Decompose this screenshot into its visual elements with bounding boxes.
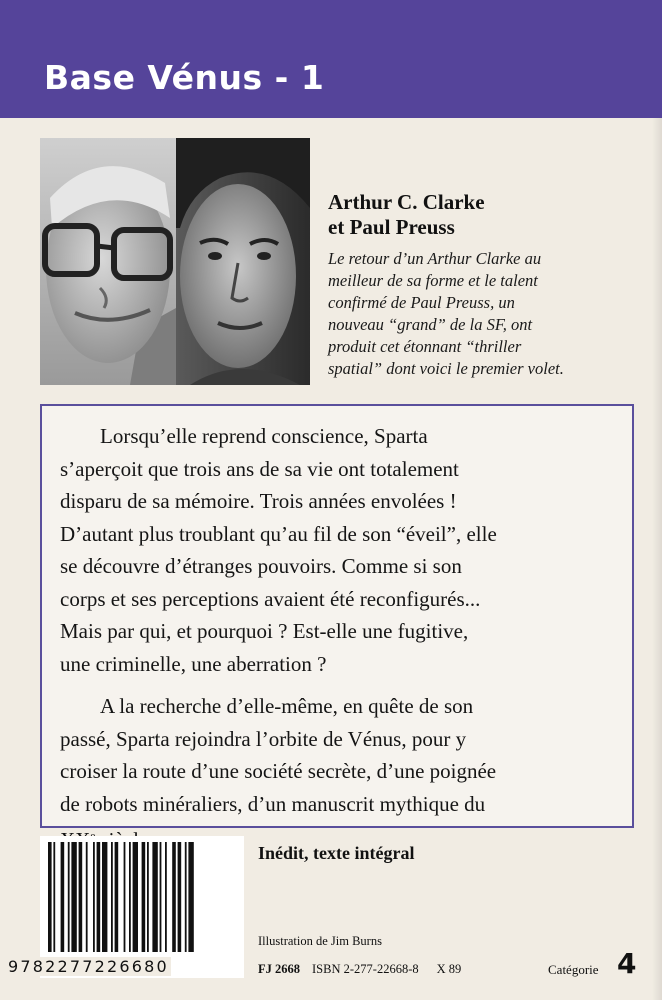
- author-photo: [40, 138, 310, 385]
- isbn: ISBN 2-277-22668-8: [312, 962, 419, 976]
- barcode-bar: [172, 842, 176, 952]
- illustration-credit: Illustration de Jim Burns: [258, 934, 382, 948]
- authors-heading: [328, 190, 485, 240]
- barcode-bar: [185, 842, 187, 952]
- synopsis-line: disparu de sa mémoire. Trois années envolées !: [60, 489, 457, 513]
- barcode-bar: [133, 842, 138, 952]
- barcode-bar: [188, 842, 193, 952]
- synopsis-line: de robots minéraliers, d’un manuscrit mythique du: [60, 791, 486, 816]
- blurb-line: Le retour d’un Arthur Clarke au: [328, 249, 542, 268]
- barcode-bar: [53, 842, 55, 952]
- barcode-bar: [93, 842, 95, 952]
- catalog-line: [258, 962, 461, 977]
- barcode-bar: [48, 842, 52, 952]
- blurb-line: confirmé de Paul Preuss, un: [328, 293, 515, 312]
- fj-code: FJ 2668: [258, 962, 301, 976]
- blurb: [328, 248, 638, 380]
- synopsis-line: Lorsqu’elle reprend conscience, Sparta: [100, 424, 428, 448]
- barcode-bar: [68, 842, 70, 952]
- barcode-bar: [111, 842, 113, 952]
- synopsis-text: [60, 420, 630, 857]
- paragraph-gap: [60, 680, 630, 690]
- synopsis-line: croiser la route d’une société secrète, d’une poignée: [60, 759, 497, 783]
- synopsis-line: s’aperçoit que trois ans de sa vie ont totalement: [60, 456, 459, 481]
- author-line-2: et Paul Preuss: [328, 215, 455, 239]
- barcode-bar: [129, 842, 131, 952]
- barcode-bar: [142, 842, 146, 952]
- synopsis-line: passé, Sparta rejoindra l’orbite de Vénus, pour y: [60, 726, 467, 751]
- barcode-bar: [79, 842, 83, 952]
- blurb-line: meilleur de sa forme et le talent: [328, 271, 538, 290]
- blurb-line: spatial” dont voici le premier volet.: [328, 359, 564, 378]
- synopsis-line: une criminelle, une aberration ?: [60, 651, 327, 676]
- synopsis-line: A la recherche d’elle-même, en quête de son: [100, 694, 474, 718]
- blurb-line: nouveau “grand” de la SF, ont: [328, 315, 533, 334]
- book-title: Base Vénus - 1: [44, 58, 325, 97]
- barcode-bar: [71, 842, 76, 952]
- barcode-bar: [61, 842, 65, 952]
- barcode-bar: [115, 842, 119, 952]
- barcode-bar: [165, 842, 167, 952]
- categorie-label: Catégorie: [548, 962, 599, 977]
- categorie-number: 4: [617, 947, 637, 980]
- page-edge-shade: [652, 118, 662, 1000]
- price-code: X 89: [436, 962, 462, 976]
- barcode-bar: [160, 842, 162, 952]
- synopsis-line: se découvre d’étranges pouvoirs. Comme si son: [60, 554, 462, 578]
- barcode-bar: [86, 842, 88, 952]
- barcode-bar: [152, 842, 157, 952]
- synopsis-line: D’autant plus troublant qu’au fil de son “éveil”, elle: [60, 521, 497, 546]
- author-line-1: Arthur C. Clarke: [328, 190, 485, 214]
- blurb-line: produit cet étonnant “thriller: [328, 337, 522, 356]
- barcode-bar: [147, 842, 149, 952]
- barcode-bar: [102, 842, 107, 952]
- barcode-number: 9782277226680: [8, 957, 169, 976]
- barcode-bar: [178, 842, 182, 952]
- synopsis-line: Mais par qui, et pourquoi ? Est-elle une fugitive,: [60, 619, 469, 643]
- inedit-label: Inédit, texte intégral: [258, 843, 415, 863]
- synopsis-line: corps et ses perceptions avaient été reconfigurés...: [60, 586, 481, 611]
- barcode-bars: [40, 836, 244, 956]
- barcode-bar: [124, 842, 126, 952]
- barcode-bar: [97, 842, 101, 952]
